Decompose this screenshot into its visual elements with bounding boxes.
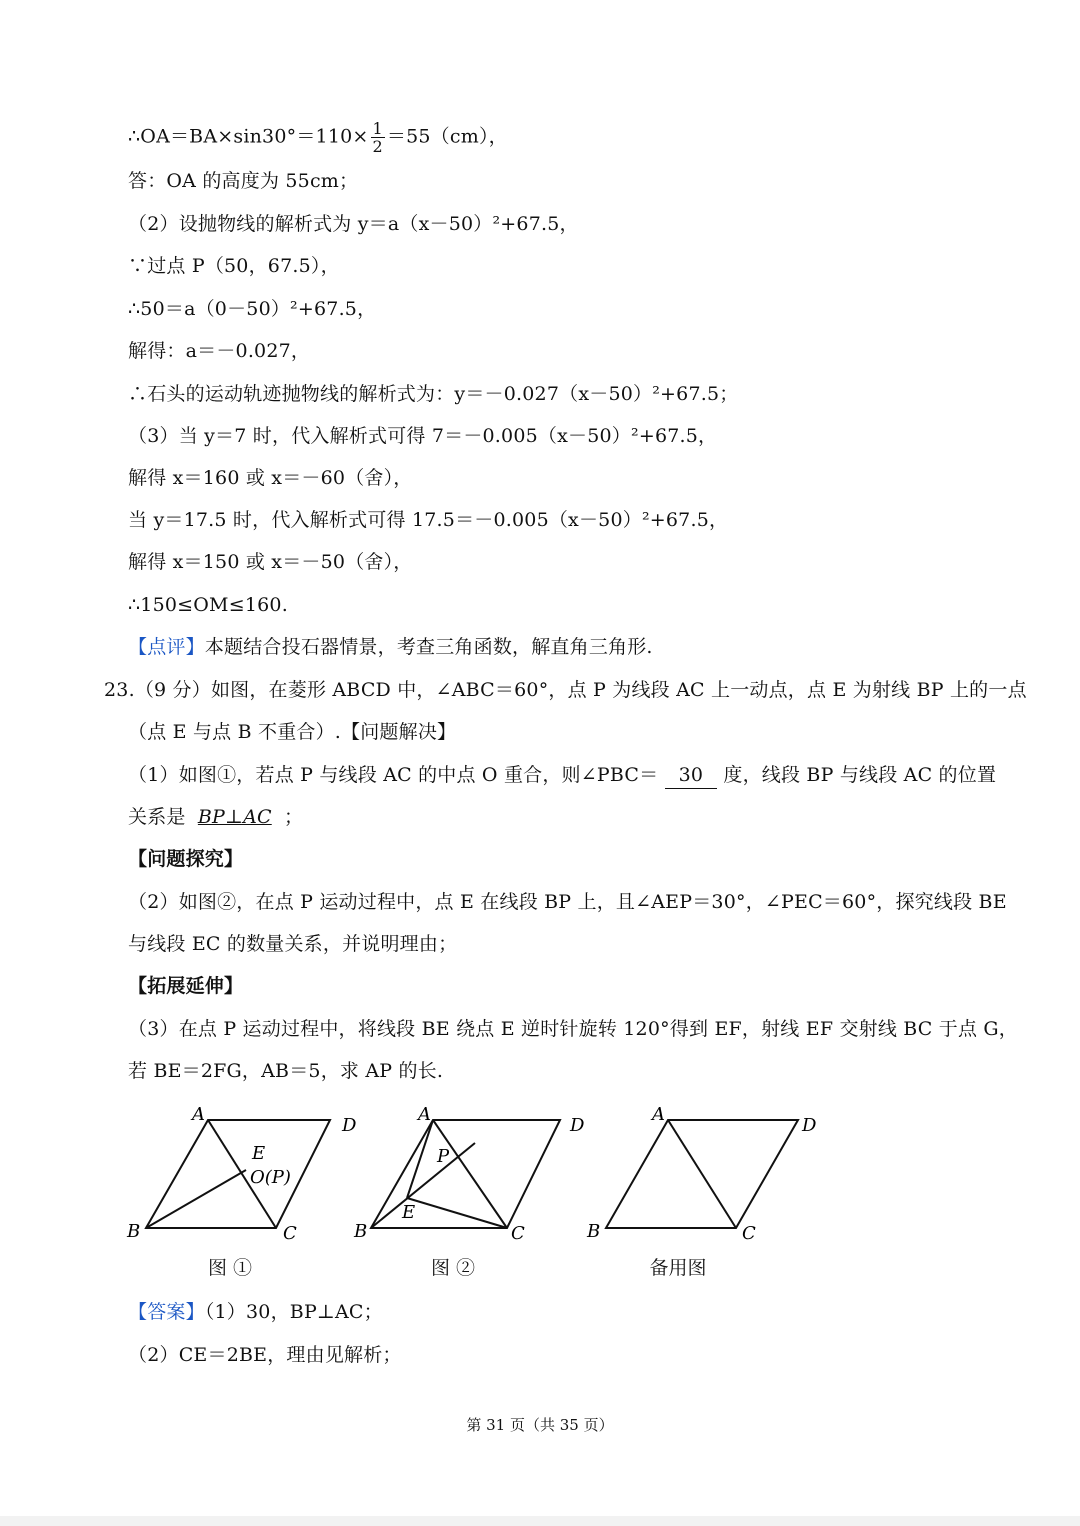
answer-line-1 <box>128 1299 383 1325</box>
fraction-numerator: 1 <box>372 119 383 138</box>
line-1-prefix: ∴OA＝BA×sin30°＝110× <box>128 125 369 148</box>
fig2-label-d: D <box>570 1115 585 1136</box>
fig2-label-a: A <box>418 1104 431 1125</box>
solution-line-1 <box>128 120 508 155</box>
answer-blank-relation: BP⊥AC <box>197 806 272 828</box>
fig3-label-b: B <box>587 1221 601 1242</box>
solution-line-6: 解得：a＝－0.027， <box>128 340 311 362</box>
fig2-rhombus <box>371 1120 560 1228</box>
q23-line-2: （点 E 与点 B 不重合）.【问题解决】 <box>128 721 457 743</box>
fig1-label-op: O(P) <box>250 1167 291 1188</box>
figure-2 <box>345 1098 605 1248</box>
q23-relation-prefix: 关系是 <box>128 806 186 828</box>
fraction-one-half <box>371 120 385 155</box>
fig2-ray-bp <box>371 1143 475 1228</box>
fig3-caption: 备用图 <box>649 1257 707 1279</box>
solution-line-10: 当 y＝17.5 时，代入解析式可得 17.5＝－0.005（x－50）²+67.5， <box>128 509 729 531</box>
solution-line-3: （2）设抛物线的解析式为 y＝a（x－50）²+67.5， <box>128 213 579 235</box>
fig2-diagonal-ac <box>433 1120 507 1228</box>
q23-line-4 <box>128 804 303 830</box>
page-footer: 第 31 页（共 35 页） <box>466 1416 614 1434</box>
review-text: 本题结合投石器情景，考查三角函数，解直角三角形. <box>204 636 653 658</box>
solution-line-9: 解得 x＝160 或 x＝－60（舍）， <box>128 467 413 489</box>
fig2-label-p: P <box>437 1146 450 1167</box>
fig3-label-d: D <box>802 1115 817 1136</box>
fig1-label-a: A <box>192 1104 205 1125</box>
q23-part1-suffix: 度，线段 BP 与线段 AC 的位置 <box>723 764 997 786</box>
fig1-label-e: E <box>252 1143 266 1164</box>
solution-line-8: （3）当 y＝7 时，代入解析式可得 7＝－0.005（x－50）²+67.5， <box>128 425 718 447</box>
q23-line-7: （3）在点 P 运动过程中，将线段 BE 绕点 E 逆时针旋转 120°得到 EF，射线 EF 交射线 BC 于点 G， <box>128 1018 1018 1040</box>
answer-line-2: （2）CE＝2BE，理由见解析； <box>128 1344 402 1366</box>
heading-extension: 【拓展延伸】 <box>128 975 244 997</box>
fig2-caption: 图 ② <box>430 1257 476 1279</box>
fig3-label-c: C <box>742 1223 756 1244</box>
fig2-label-b: B <box>354 1221 368 1242</box>
q23-line-5: （2）如图②，在点 P 运动过程中，点 E 在线段 BP 上，且∠AEP＝30°，∠PEC＝60°，探究线段 BE <box>128 891 1007 913</box>
fig2-label-c: C <box>511 1223 525 1244</box>
answer-tag: 【答案】 <box>128 1301 205 1323</box>
fig1-label-b: B <box>127 1221 141 1242</box>
solution-line-12: ∴150≤OM≤160. <box>128 594 288 616</box>
review-line <box>128 634 653 660</box>
fig1-label-d: D <box>342 1115 357 1136</box>
line-1-suffix: ＝55（cm）， <box>386 125 508 148</box>
q23-line-6: 与线段 EC 的数量关系，并说明理由； <box>128 933 458 955</box>
fig3-label-a: A <box>652 1104 665 1125</box>
q23-relation-suffix: ； <box>283 806 304 828</box>
answer-part-1: （1）30，BP⊥AC； <box>204 1301 383 1323</box>
q23-line-3 <box>128 762 996 789</box>
solution-line-11: 解得 x＝150 或 x＝－50（舍）， <box>128 551 413 573</box>
solution-line-4: ∵过点 P（50，67.5）， <box>128 255 340 277</box>
solution-line-5: ∴50＝a（0－50）²+67.5， <box>128 298 377 320</box>
fraction-denominator: 2 <box>372 137 383 156</box>
bottom-strip <box>0 1516 1080 1526</box>
figure-backup <box>580 1098 830 1248</box>
fig1-label-c: C <box>283 1223 297 1244</box>
solution-line-7: ∴石头的运动轨迹抛物线的解析式为：y＝－0.027（x－50）²+67.5； <box>128 383 739 405</box>
fig1-line-bp <box>146 1170 246 1228</box>
solution-line-2: 答：OA 的高度为 55cm； <box>128 170 359 192</box>
fig2-line-ec <box>407 1198 507 1228</box>
review-tag: 【点评】 <box>128 636 205 658</box>
q23-part1-prefix: （1）如图①，若点 P 与线段 AC 的中点 O 重合，则∠PBC＝ <box>128 764 659 786</box>
fig2-label-e: E <box>402 1202 416 1223</box>
fig1-caption: 图 ① <box>207 1257 253 1279</box>
q23-line-8: 若 BE＝2FG，AB＝5，求 AP 的长. <box>128 1060 444 1082</box>
q23-line-1: 23.（9 分）如图，在菱形 ABCD 中，∠ABC＝60°，点 P 为线段 AC 上一动点，点 E 为射线 BP 上的一点 <box>104 679 1027 701</box>
heading-problem-explore: 【问题探究】 <box>128 848 244 870</box>
figure-1 <box>120 1098 370 1248</box>
fig3-diagonal-ac <box>668 1120 736 1228</box>
answer-blank-angle: 30 <box>665 762 718 789</box>
